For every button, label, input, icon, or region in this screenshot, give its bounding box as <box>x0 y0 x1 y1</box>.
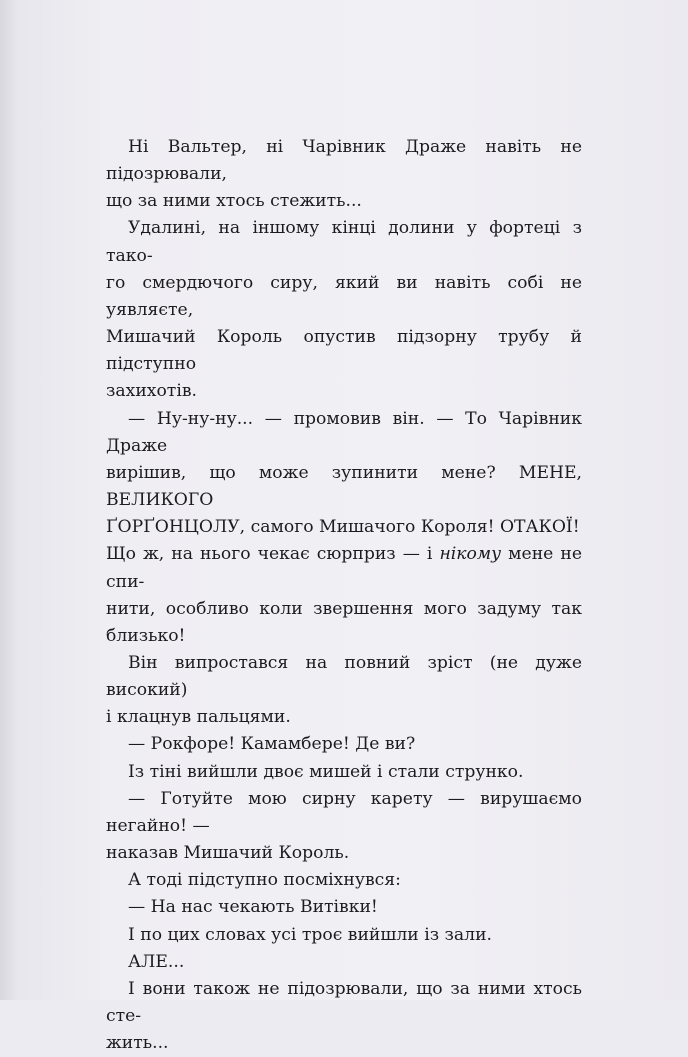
text-line: — На нас чекають Витівки! <box>128 897 378 918</box>
paragraph <box>106 867 582 894</box>
text-line: і клацнув пальцями. <box>106 707 291 728</box>
paragraph <box>106 215 582 405</box>
text-line: І вони також не підозрювали, що за ними хтось сте- <box>106 978 582 1026</box>
text-line: АЛЕ... <box>128 951 185 972</box>
text-line: нити, особливо коли звершення мого задуму так близько! <box>106 598 582 646</box>
text-line: Мишачий Король опустив підзорну трубу й підступно <box>106 327 582 375</box>
text-line: Що ж, на нього чекає сюрприз — і <box>106 544 433 565</box>
paragraph <box>106 786 582 867</box>
text-line: Удалині, на іншому кінці долини у фортеці з тако- <box>106 218 582 266</box>
text-line: ҐОРҐОНЦОЛУ, самого Мишачого Короля! ОТАКОЇ! <box>106 517 580 538</box>
paragraph <box>106 406 582 650</box>
text-line: І по цих словах усі троє вийшли із зали. <box>128 924 493 945</box>
text-line: Він випростався на повний зріст (не дуже високий) <box>106 652 582 701</box>
page-text <box>106 134 582 1057</box>
text-line: — Готуйте мою сирну карету — вирушаємо негайно! — <box>106 788 582 836</box>
paragraph <box>106 894 582 921</box>
emphasized-word: нікому <box>439 544 502 565</box>
paragraph <box>106 731 582 758</box>
paragraph <box>106 976 582 1057</box>
text-line: вирішив, що може зупинити мене? МЕНЕ, ВЕЛИКОГО <box>106 462 582 511</box>
text-line: го смердючого сиру, який ви навіть собі не уявляєте, <box>106 272 582 320</box>
text-line: наказав Мишачий Король. <box>106 843 350 864</box>
text-line: Ні Вальтер, ні Чарівник Драже навіть не підозрювали, <box>106 137 582 185</box>
text-line: — Рокфоре! Камамбере! Де ви? <box>128 734 416 755</box>
paragraph <box>106 759 582 786</box>
text-line: що за ними хтось стежить... <box>106 191 362 212</box>
text-line: мене не спи- <box>106 544 583 592</box>
paragraph <box>106 922 582 949</box>
text-line: Із тіні вийшли двоє мишей і стали струнко. <box>128 761 524 782</box>
text-line: жить... <box>106 1033 169 1054</box>
text-line: А тоді підступно посміхнувся: <box>128 870 401 891</box>
paragraph <box>106 650 582 731</box>
paragraph <box>106 134 582 215</box>
paragraph <box>106 949 582 976</box>
text-line: — Ну-ну-ну... — промовив він. — То Чарівник Драже <box>106 408 582 456</box>
text-line: захихотів. <box>106 381 197 402</box>
